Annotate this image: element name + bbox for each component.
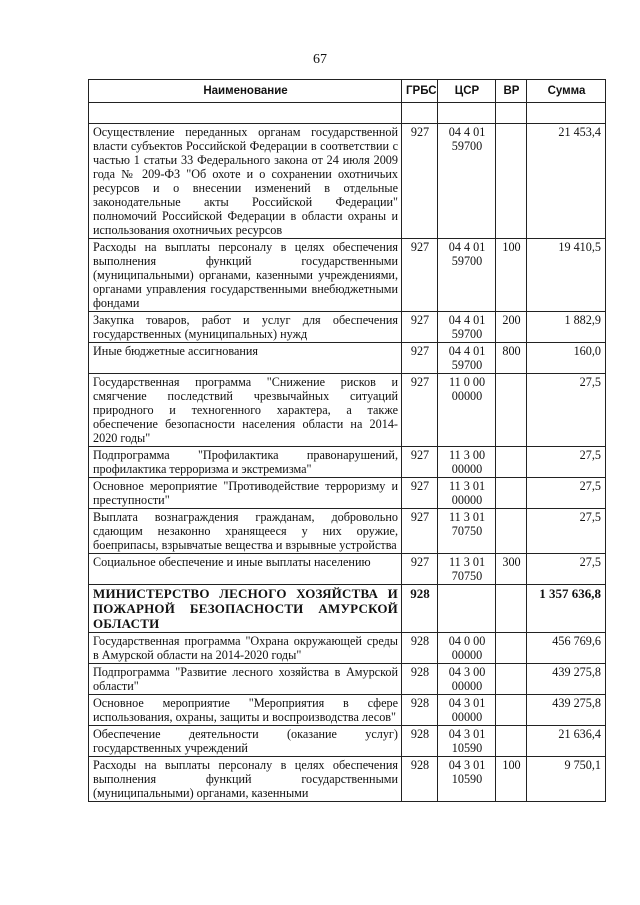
cell-vr (496, 633, 527, 664)
cell-grbs: 928 (402, 757, 438, 802)
cell-csr: 11 0 00 00000 (438, 374, 496, 447)
cell-sum: 27,5 (527, 509, 606, 554)
cell-grbs: 927 (402, 374, 438, 447)
table-row (89, 374, 606, 447)
cell-sum: 19 410,5 (527, 239, 606, 312)
cell-csr: 04 3 01 00000 (438, 695, 496, 726)
cell-csr: 04 4 01 59700 (438, 239, 496, 312)
cell-csr: 04 3 00 00000 (438, 664, 496, 695)
cell-grbs: 927 (402, 509, 438, 554)
table-row (89, 478, 606, 509)
cell-grbs: 927 (402, 478, 438, 509)
cell-grbs: 928 (402, 585, 438, 633)
header-name: Наименование (89, 80, 402, 103)
cell-name: Расходы на выплаты персоналу в целях обеспечения выполнения функций государственными (муниципальными) органами, казенными учреждениями, органами управления государственными внебюджетными фондами (89, 239, 402, 312)
cell-name: Основное мероприятие "Мероприятия в сфере использования, охраны, защиты и воспроизводства лесов" (89, 695, 402, 726)
cell-sum: 21 636,4 (527, 726, 606, 757)
header-sum: Сумма (527, 80, 606, 103)
cell-csr: 11 3 00 00000 (438, 447, 496, 478)
header-csr: ЦСР (438, 80, 496, 103)
cell-csr: 11 3 01 00000 (438, 478, 496, 509)
cell-name: МИНИСТЕРСТВО ЛЕСНОГО ХОЗЯЙСТВА И ПОЖАРНОЙ БЕЗОПАСНОСТИ АМУРСКОЙ ОБЛАСТИ (89, 585, 402, 633)
cell-grbs: 927 (402, 343, 438, 374)
cell-grbs: 928 (402, 695, 438, 726)
cell-grbs: 927 (402, 312, 438, 343)
cell-grbs: 927 (402, 239, 438, 312)
table-row (89, 726, 606, 757)
cell-csr: 04 4 01 59700 (438, 343, 496, 374)
cell-name: Расходы на выплаты персоналу в целях обеспечения выполнения функций государственными (муниципальными) органами, казенными (89, 757, 402, 802)
cell-sum: 27,5 (527, 478, 606, 509)
cell-vr (496, 374, 527, 447)
cell-name: Иные бюджетные ассигнования (89, 343, 402, 374)
cell-sum: 27,5 (527, 554, 606, 585)
cell-csr: 04 3 01 10590 (438, 726, 496, 757)
cell-name: Закупка товаров, работ и услуг для обеспечения государственных (муниципальных) нужд (89, 312, 402, 343)
cell-vr (496, 726, 527, 757)
table-row (89, 509, 606, 554)
cell-grbs: 927 (402, 447, 438, 478)
table-row (89, 554, 606, 585)
cell-csr: 04 0 00 00000 (438, 633, 496, 664)
cell-vr: 100 (496, 239, 527, 312)
cell-name: Выплата вознаграждения гражданам, добровольно сдающим незаконно хранящееся у них оружие, боеприпасы, взрывчатые вещества и взрывные устройства (89, 509, 402, 554)
table-row (89, 585, 606, 633)
cell-grbs: 927 (402, 554, 438, 585)
cell-grbs: 928 (402, 664, 438, 695)
table-row (89, 633, 606, 664)
cell-csr: 04 3 01 10590 (438, 757, 496, 802)
table-row (89, 312, 606, 343)
header-vr: ВР (496, 80, 527, 103)
cell-name: Подпрограмма "Развитие лесного хозяйства в Амурской области" (89, 664, 402, 695)
cell-csr: 11 3 01 70750 (438, 509, 496, 554)
cell-csr (438, 585, 496, 633)
cell-sum: 1 357 636,8 (527, 585, 606, 633)
cell-vr (496, 447, 527, 478)
cell-vr: 100 (496, 757, 527, 802)
cell-vr (496, 585, 527, 633)
cell-vr (496, 478, 527, 509)
cell-vr (496, 124, 527, 239)
table-row (89, 343, 606, 374)
cell-name: Обеспечение деятельности (оказание услуг) государственных учреждений (89, 726, 402, 757)
cell-csr: 04 4 01 59700 (438, 124, 496, 239)
table-row (89, 447, 606, 478)
cell-sum: 439 275,8 (527, 695, 606, 726)
cell-vr (496, 695, 527, 726)
cell-grbs: 927 (402, 124, 438, 239)
page-number: 67 (313, 52, 327, 67)
header-grbs: ГРБС (402, 80, 438, 103)
table-row (89, 239, 606, 312)
cell-name: Основное мероприятие "Противодействие терроризму и преступности" (89, 478, 402, 509)
table-header-row (89, 80, 606, 103)
cell-name: Подпрограмма "Профилактика правонарушений, профилактика терроризма и экстремизма" (89, 447, 402, 478)
cell-sum: 1 882,9 (527, 312, 606, 343)
table-spacer-row (89, 103, 606, 124)
cell-csr: 04 4 01 59700 (438, 312, 496, 343)
cell-vr: 200 (496, 312, 527, 343)
table-row (89, 124, 606, 239)
cell-grbs: 928 (402, 633, 438, 664)
cell-name: Социальное обеспечение и иные выплаты населению (89, 554, 402, 585)
cell-sum: 439 275,8 (527, 664, 606, 695)
cell-sum: 27,5 (527, 447, 606, 478)
cell-name: Осуществление переданных органам государственной власти субъектов Российской Федерации в соответствии с частью 1 статьи 33 Федерального закона от 24 июля 2009 года № 209-ФЗ "Об охоте и о сохранении охотничьих ресурсов и о внесении изменений в отдельные законодательные акты Российской Федерации" полномочий Российской Федерации в области охраны и использования охотничьих ресурсов (89, 124, 402, 239)
cell-vr (496, 664, 527, 695)
table-row (89, 695, 606, 726)
cell-sum: 160,0 (527, 343, 606, 374)
table-row (89, 757, 606, 802)
budget-table (88, 79, 606, 802)
cell-sum: 456 769,6 (527, 633, 606, 664)
cell-vr (496, 509, 527, 554)
cell-vr: 800 (496, 343, 527, 374)
cell-name: Государственная программа "Снижение рисков и смягчение последствий чрезвычайных ситуаций природного и техногенного характера, а также обеспечение безопасности населения области на 2014-2020 годы" (89, 374, 402, 447)
cell-sum: 27,5 (527, 374, 606, 447)
cell-name: Государственная программа "Охрана окружающей среды в Амурской области на 2014-2020 годы" (89, 633, 402, 664)
cell-sum: 9 750,1 (527, 757, 606, 802)
table-row (89, 664, 606, 695)
cell-vr: 300 (496, 554, 527, 585)
cell-grbs: 928 (402, 726, 438, 757)
cell-csr: 11 3 01 70750 (438, 554, 496, 585)
cell-sum: 21 453,4 (527, 124, 606, 239)
